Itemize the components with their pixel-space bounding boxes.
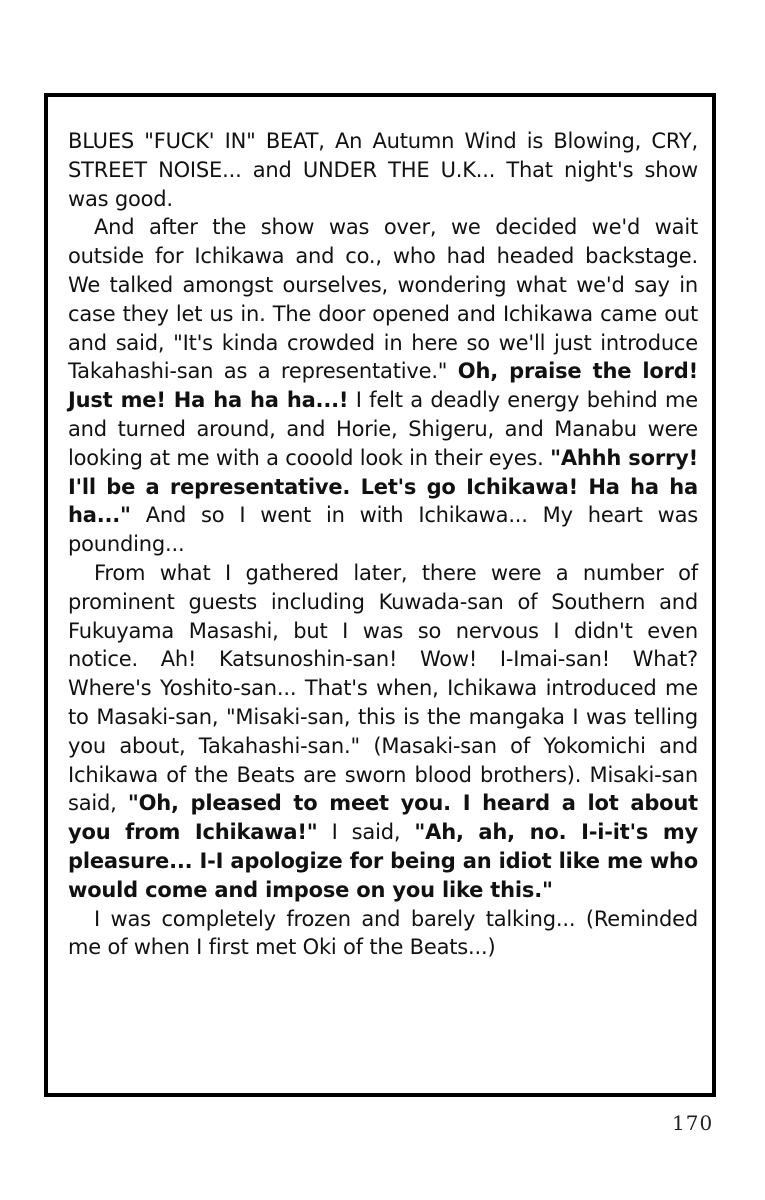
paragraph-2 <box>68 213 698 559</box>
page-number: 170 <box>672 1111 714 1135</box>
bold-quote: "Oh, pleased to meet you. I heard a lot about you from Ichikawa!" <box>68 791 699 845</box>
text-run: I felt a deadly energy behind me and turned around, and Horie, Shigeru, and Manabu were looking at me with a cooold look in their eyes. <box>68 388 698 470</box>
text-run: And after the show was over, we decided we'd wait outside for Ichikawa and co., who had headed backstage. We talked amongst ourselves, wondering what we'd say in case they let us in. The door opened and Ichikawa came out and said, "It's kinda crowded in here so we'll just introduce Takahashi-san as a representative." <box>68 215 698 384</box>
text-run: And so I went in with Ichikawa... My heart was pounding... <box>68 503 698 557</box>
text-panel <box>44 93 716 1097</box>
text-run: I said, <box>317 820 415 845</box>
bold-quote: "Ahhh sorry! I'll be a representative. Let's go Ichikawa! Ha ha ha ha..." <box>68 445 699 528</box>
paragraph-3 <box>68 559 698 905</box>
text-run: BLUES "FUCK' IN" BEAT, An Autumn Wind is Blowing, CRY, STREET NOISE... and UNDER THE U.K... That night's show was good. <box>68 129 698 211</box>
bold-quote: Oh, praise the lord! Just me! Ha ha ha ha...! <box>68 359 698 413</box>
paragraph-4 <box>68 905 698 963</box>
bold-quote: "Ah, ah, no. I-i-it's my pleasure... I-I apologize for being an idiot like me who would come and impose on you like this." <box>68 820 699 902</box>
text-run: From what I gathered later, there were a number of prominent guests including Kuwada-san of Southern and Fukuyama Masashi, but I was so nervous I didn't even notice. Ah! Katsunoshin-san! Wow! I-Imai-san! What? Where's Yoshito-san... That's when, Ichikawa introduced me to Masaki-san, "Misaki-san, this is the mangaka I was telling you about, Takahashi-san." (Masaki-san of Yokomichi and Ichikawa of the Beats are sworn blood brothers). Misaki-san said, <box>68 560 698 816</box>
paragraph-1 <box>68 127 698 213</box>
text-run: I was completely frozen and barely talking... (Reminded me of when I first met Oki of the Beats...) <box>68 906 698 960</box>
article-text <box>68 127 698 962</box>
